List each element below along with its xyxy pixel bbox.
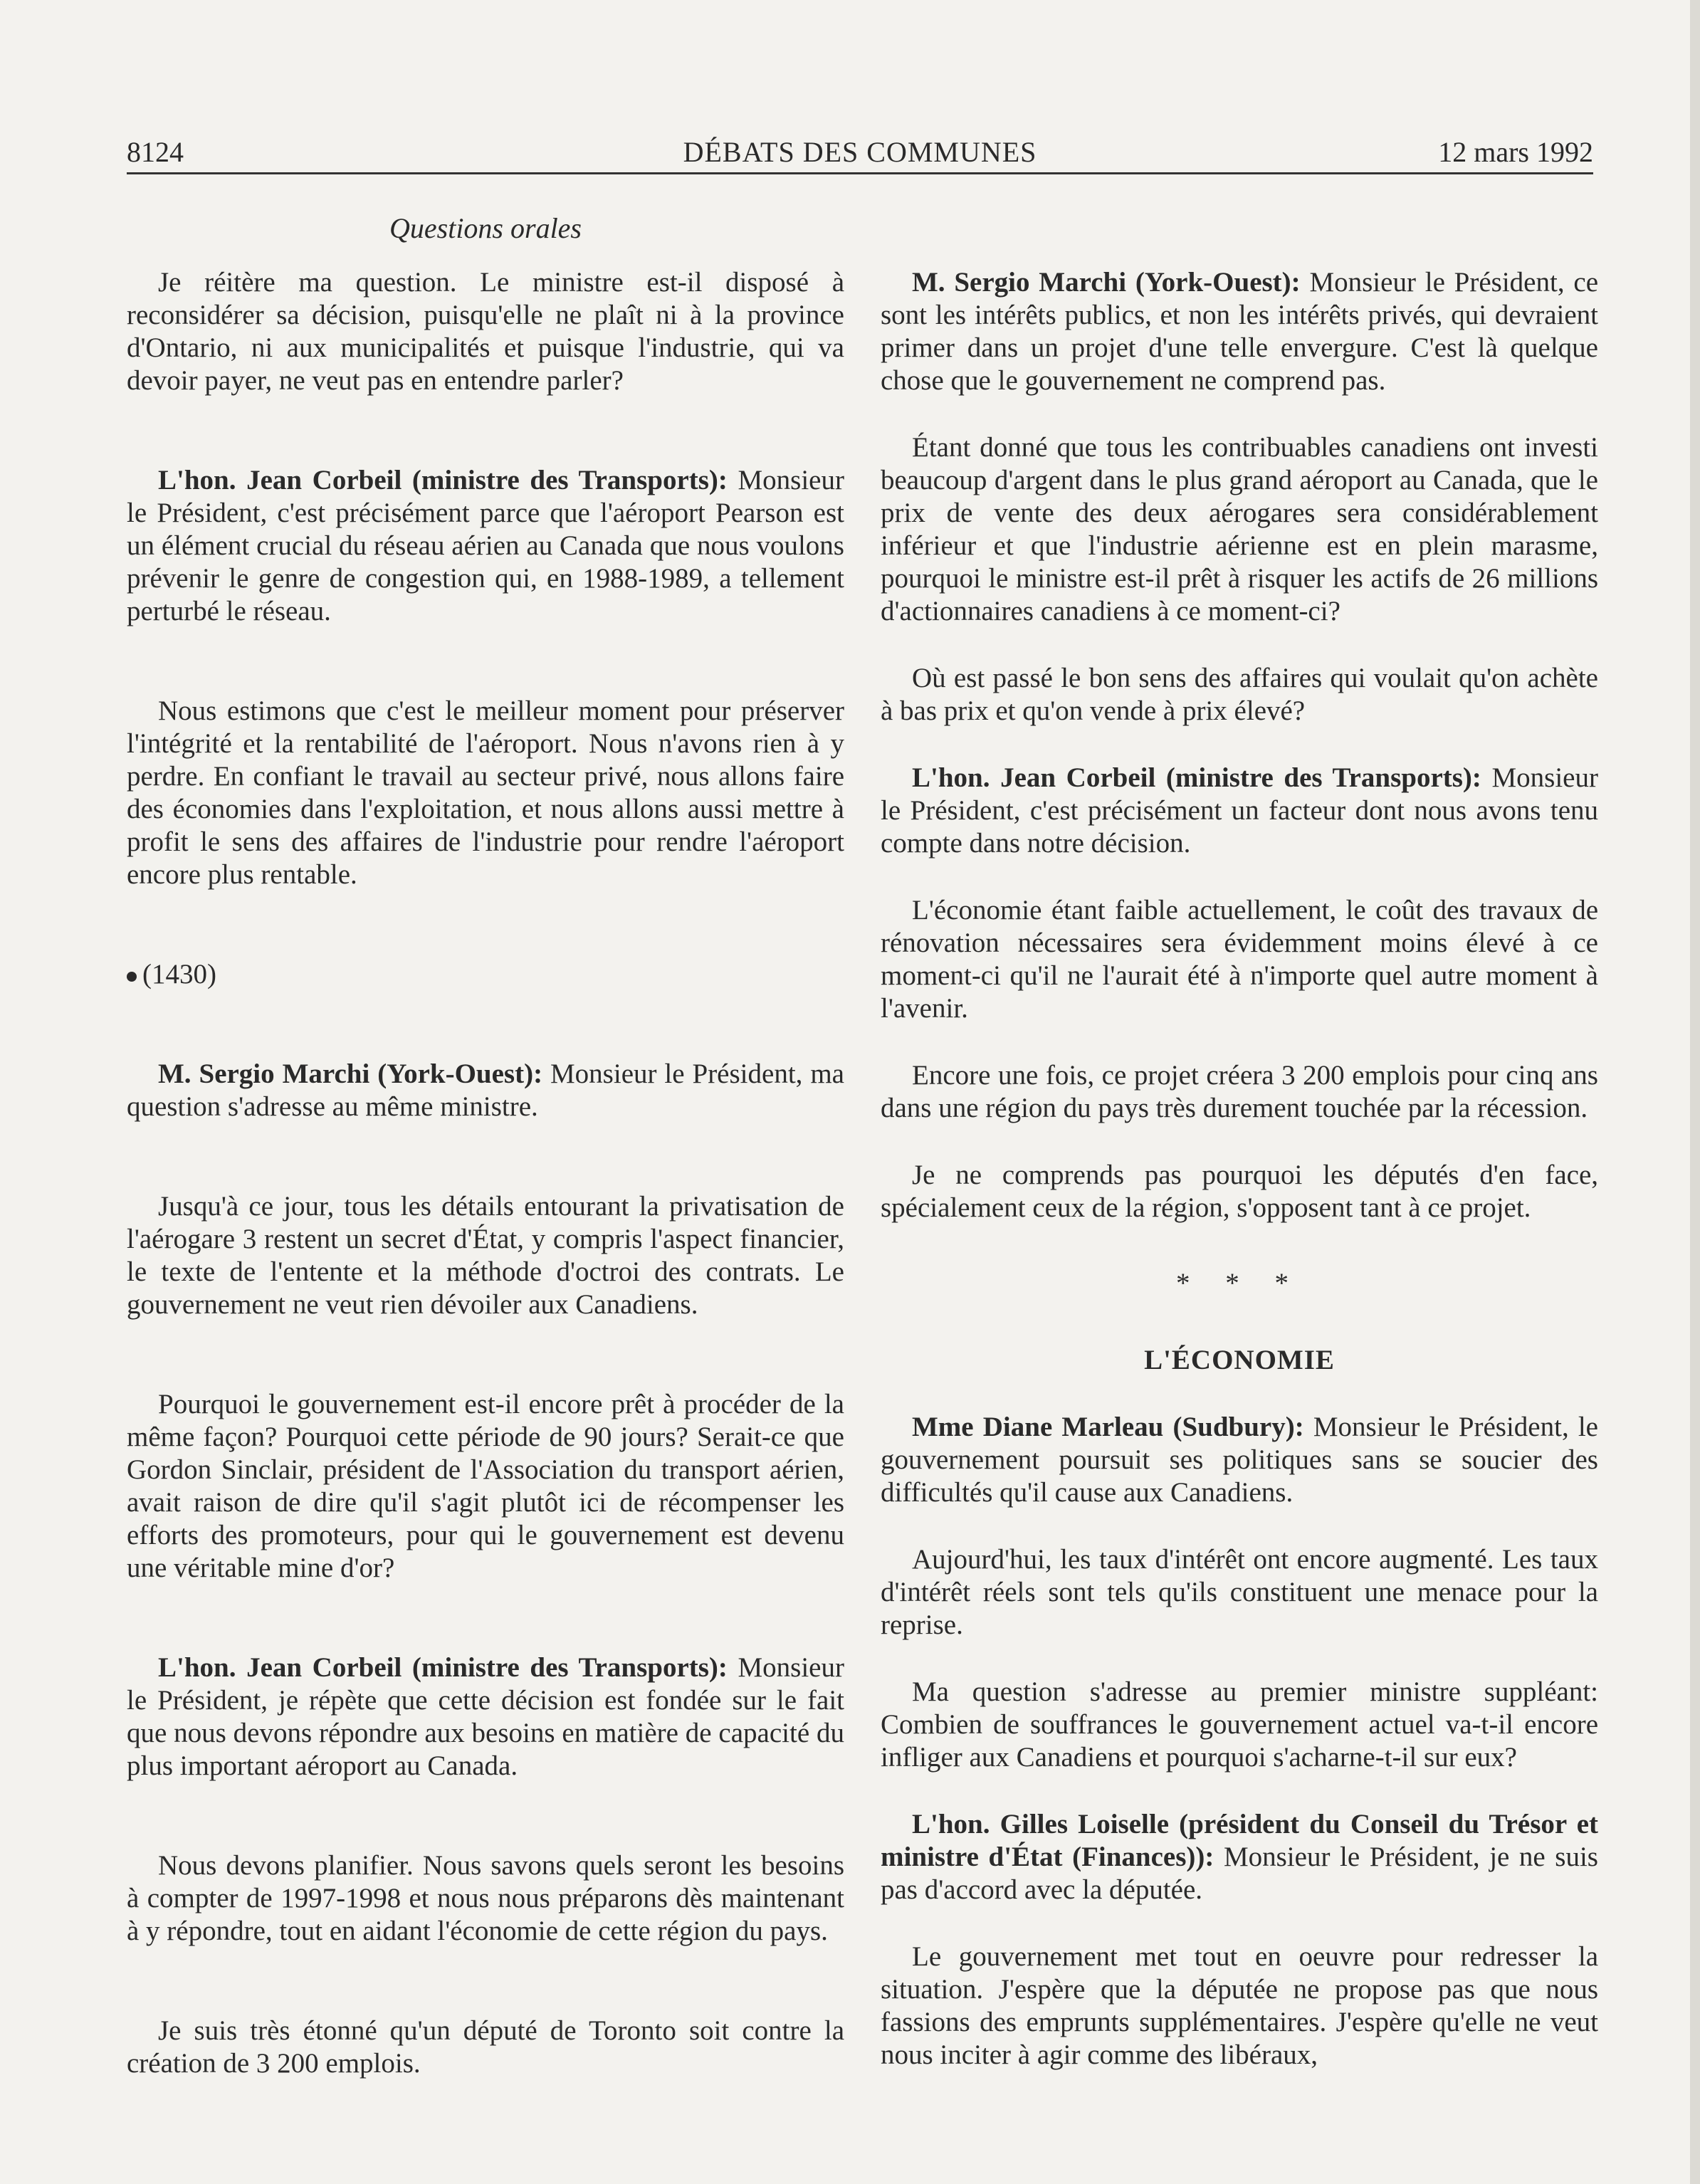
paragraph	[881, 266, 1598, 397]
section-heading: L'ÉCONOMIE	[1144, 1345, 1335, 1375]
paragraph: L'économie étant faible actuellement, le coût des travaux de rénovation nécessaires sera évidemment moins élevé à ce moment-ci qu'il ne l'aurait été à n'importe quel autre moment à l'avenir.	[881, 895, 1598, 1024]
paragraph: Jusqu'à ce jour, tous les détails entourant la privatisation de l'aérogare 3 restent un secret d'État, y compris l'aspect financier, le texte de l'entente et la méthode d'octroi des contrats. Le gouvernement ne veut rien dévoiler aux Canadiens.	[127, 1191, 844, 1320]
speaker-name: M. Sergio Marchi (York-Ouest):	[912, 267, 1301, 298]
bullet-icon	[127, 972, 137, 982]
scan-edge	[1690, 0, 1700, 2184]
paragraph: Ma question s'adresse au premier ministre suppléant: Combien de souffrances le gouvernement actuel va-t-il encore infliger aux Canadiens et pourquoi s'acharne-t-il sur eux?	[881, 1676, 1598, 1773]
speaker-name: M. Sergio Marchi (York-Ouest):	[158, 1059, 543, 1089]
paragraph	[881, 1411, 1598, 1509]
page-number: 8124	[127, 136, 184, 168]
speaker-name: L'hon. Jean Corbeil (ministre des Transports):	[912, 762, 1481, 793]
section-label: Questions orales	[389, 212, 582, 244]
publication-title: DÉBATS DES COMMUNES	[683, 136, 1037, 168]
speech-text: Monsieur le Président, je ne suis pas d'accord avec la députée.	[881, 1842, 1598, 1905]
paragraph	[881, 1808, 1598, 1906]
page-header	[127, 132, 1593, 174]
speech-text: Monsieur le Président, c'est précisément parce que l'aéroport Pearson est un élément crucial du réseau aérien au Canada que nous voulons prévenir le genre de congestion qui, en 1988-1989, a tellement perturbé le réseau.	[127, 465, 844, 626]
speech-text: Monsieur le Président, je répète que cette décision est fondée sur le fait que nous devons répondre aux besoins en matière de capacité du plus important aéroport au Canada.	[127, 1652, 844, 1781]
paragraph: Je suis très étonné qu'un député de Toronto soit contre la création de 3 200 emplois.	[127, 2015, 844, 2079]
paragraph	[127, 1652, 844, 1783]
speaker-name: L'hon. Jean Corbeil (ministre des Transports):	[158, 1652, 728, 1683]
paragraph: Encore une fois, ce projet créera 3 200 emplois pour cinq ans dans une région du pays très durement touchée par la récession.	[881, 1060, 1598, 1123]
section-separator: * * *	[1176, 1268, 1303, 1298]
timecode-text: (1430)	[142, 959, 216, 989]
paragraph: Aujourd'hui, les taux d'intérêt ont encore augmenté. Les taux d'intérêt réels sont tels qu'ils constituent une menace pour la reprise.	[881, 1544, 1598, 1640]
speech-text: Monsieur le Président, le gouvernement poursuit ses politiques sans se soucier des difficultés qu'il cause aux Canadiens.	[881, 1412, 1598, 1508]
paragraph: Je réitère ma question. Le ministre est-il disposé à reconsidérer sa décision, puisqu'elle ne plaît ni à la province d'Ontario, ni aux municipalités et puisque l'industrie, qui va devoir payer, ne veut pas en entendre parler?	[127, 267, 844, 396]
speech-text: Monsieur le Président, c'est précisément un facteur dont nous avons tenu compte dans notre décision.	[881, 762, 1598, 859]
paragraph	[127, 1058, 844, 1123]
paragraph: Nous devons planifier. Nous savons quels seront les besoins à compter de 1997-1998 et nous nous préparons dès maintenant à y répondre, tout en aidant l'économie de cette région du pays.	[127, 1850, 844, 1946]
paragraph: Étant donné que tous les contribuables canadiens ont investi beaucoup d'argent dans le plus grand aéroport au Canada, que le prix de vente des deux aérogares sera considérablement inférieur et que l'industrie aérienne est en plein marasme, pourquoi le ministre est-il prêt à risquer les actifs de 26 millions d'actionnaires canadiens à ce moment-ci?	[881, 432, 1598, 626]
paragraph: Je ne comprends pas pourquoi les députés d'en face, spécialement ceux de la région, s'opposent tant à ce projet.	[881, 1160, 1598, 1223]
timecode	[127, 958, 844, 991]
speech-text: Monsieur le Président, ma question s'adresse au même ministre.	[127, 1059, 844, 1122]
speaker-name: Mme Diane Marleau (Sudbury):	[912, 1412, 1304, 1442]
speech-text: Monsieur le Président, ce sont les intérêts publics, et non les intérêts privés, qui devraient primer dans un projet d'une telle envergure. C'est là quelque chose que le gouvernement ne comprend pas.	[881, 267, 1599, 396]
paragraph: Nous estimons que c'est le meilleur moment pour préserver l'intégrité et la rentabilité de l'aéroport. Nous n'avons rien à y perdre. En confiant le travail au secteur privé, nous allons faire des économies dans l'exploitation, et nous allons aussi mettre à profit le sens des affaires de l'industrie pour rendre l'aéroport encore plus rentable.	[127, 695, 844, 890]
paragraph: Pourquoi le gouvernement est-il encore prêt à procéder de la même façon? Pourquoi cette période de 90 jours? Serait-ce que Gordon Sinclair, président de l'Association du transport aérien, avait raison de dire qu'il s'agit plutôt ici de récompenser les efforts des promoteurs, pour qui le gouvernement est devenu une véritable mine d'or?	[127, 1389, 844, 1583]
left-column	[127, 266, 844, 2080]
page-date: 12 mars 1992	[1438, 136, 1593, 168]
right-column	[881, 266, 1598, 2072]
speaker-name: L'hon. Jean Corbeil (ministre des Transports):	[158, 465, 728, 495]
paragraph	[881, 762, 1598, 860]
paragraph: Le gouvernement met tout en oeuvre pour redresser la situation. J'espère que la députée ne propose pas que nous fassions des emprunts supplémentaires. J'espère qu'elle ne veut nous inciter à agir comme des libéraux,	[881, 1941, 1598, 2070]
speaker-name: L'hon. Gilles Loiselle (président du Conseil du Trésor et ministre d'État (Finances)):	[881, 1809, 1598, 1872]
paragraph	[127, 464, 844, 628]
paragraph: Où est passé le bon sens des affaires qui voulait qu'on achète à bas prix et qu'on vende à prix élevé?	[881, 663, 1598, 726]
